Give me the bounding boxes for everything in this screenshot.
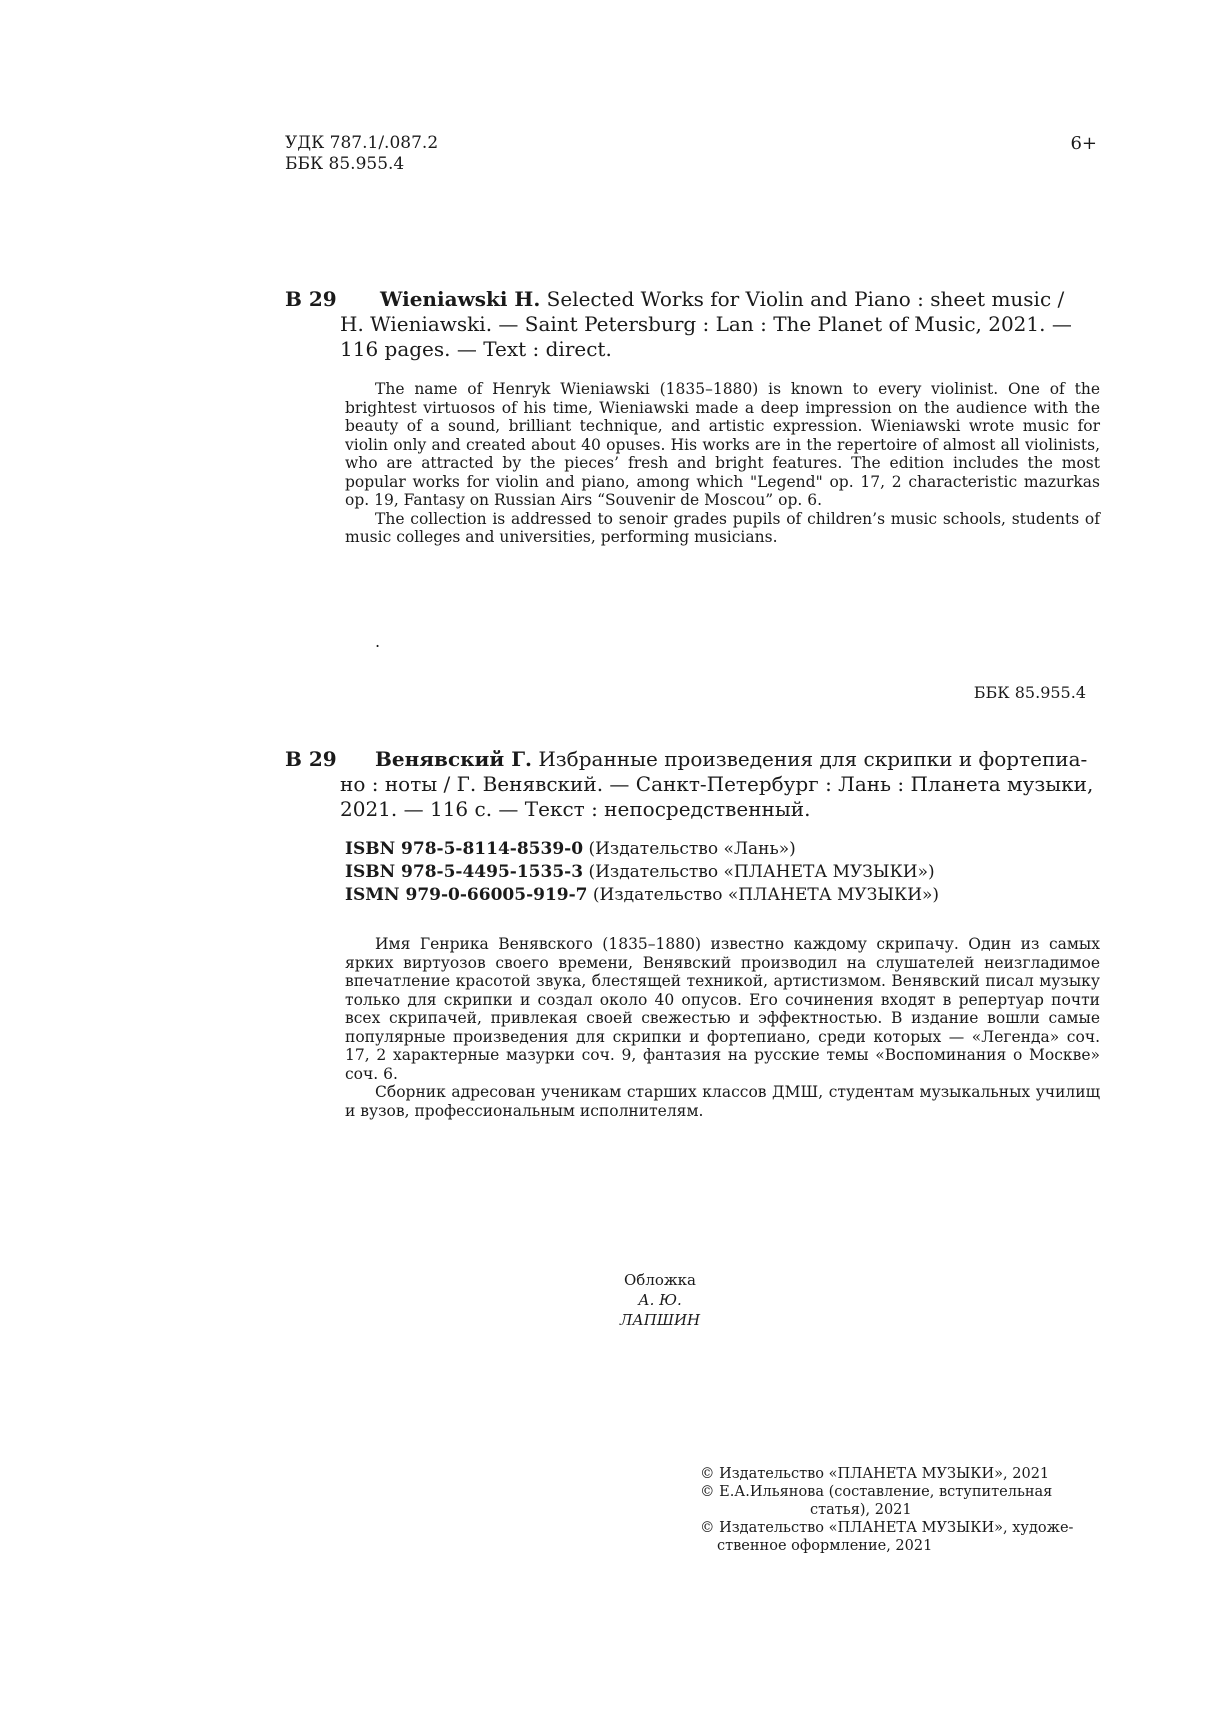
copyright-line: © Е.А.Ильянова (составление, вступительная bbox=[700, 1484, 1053, 1500]
copyright-line-continued: ственное оформление, 2021 bbox=[717, 1538, 933, 1554]
bbk-code-right: ББК 85.955.4 bbox=[973, 683, 1086, 702]
copyright-line-continued: статья), 2021 bbox=[810, 1502, 912, 1518]
isbn-publisher: (Издательство «ПЛАНЕТА МУЗЫКИ») bbox=[583, 862, 935, 882]
udk-code: УДК 787.1/.087.2 bbox=[285, 133, 439, 153]
author-mark-ru: В 29 bbox=[285, 747, 337, 771]
classification-block bbox=[285, 133, 438, 175]
copyright-line: © Издательство «ПЛАНЕТА МУЗЫКИ», 2021 bbox=[700, 1466, 1050, 1482]
entry-title-line1-ru bbox=[340, 747, 1100, 772]
title-rest-en: Selected Works for Violin and Piano : sheet music / bbox=[540, 287, 1065, 311]
copyright-line: © Издательство «ПЛАНЕТА МУЗЫКИ», художе- bbox=[700, 1520, 1074, 1536]
isbn-list bbox=[345, 838, 939, 907]
isbn-number: ISBN 978-5-4495-1535-3 bbox=[345, 862, 584, 882]
annotation-ru bbox=[345, 935, 1100, 1120]
isbn-line bbox=[345, 861, 939, 884]
isbn-number: ISBN 978-5-8114-8539-0 bbox=[345, 839, 584, 859]
age-rating: 6+ bbox=[1070, 133, 1097, 154]
annotation-en-para1: The name of Henryk Wieniawski (1835–1880) is known to every violinist. One of the brightest virtuosos of his time, Wieniawski made a deep impression on the audience with the beauty of a sound, brilliant technique, and artistic expression. Wieniawski wrote music for violin only and created about 40 opuses. His works are in the repertoire of almost all violinists, who are attracted by the pieces’ fresh and bright features. The edition includes the most popular works for violin and piano, among which "Legend" op. 17, 2 characteristic mazurkas op. 19, Fantasy on Russian Airs “Souvenir de Moscou” op. 6. bbox=[345, 380, 1100, 509]
bibliographic-entry-ru bbox=[340, 747, 1100, 822]
bbk-code: ББК 85.955.4 bbox=[285, 154, 405, 174]
bibliographic-entry-en bbox=[340, 287, 1100, 362]
isbn-line bbox=[345, 838, 939, 861]
copyright-block bbox=[700, 1465, 1073, 1555]
author-name-en: Wieniawski H. bbox=[380, 287, 541, 311]
ismn-publisher: (Издательство «ПЛАНЕТА МУЗЫКИ») bbox=[587, 885, 940, 905]
title-rest-ru: Избранные произведения для скрипки и фортепиа- bbox=[531, 747, 1088, 771]
ismn-number: ISMN 979-0-66005-919-7 bbox=[345, 885, 588, 905]
annotation-en-para2: The collection is addressed to senoir grades pupils of children’s music schools, students of music colleges and universities, performing musicians. bbox=[345, 509, 1100, 546]
entry-title-line1-en bbox=[340, 287, 1100, 312]
annotation-ru-para2: Сборник адресован ученикам старших классов ДМШ, студентам музыкальных училищ и вузов, профессиональным исполнителям. bbox=[345, 1083, 1100, 1120]
ismn-line bbox=[345, 884, 939, 907]
annotation-ru-para1: Имя Генрика Венявского (1835–1880) известно каждому скрипачу. Один из самых ярких виртуозов своего времени, Венявский производил на слушателей неизгладимое впечатление красотой звука, блестящей техникой, артистизмом. Венявский писал музыку только для скрипки и создал около 40 опусов. Его сочинения входят в репертуар почти всех скрипачей, привлекая своей свежестью и эффектностью. В издание вошли самые популярные произведения для скрипки и фортепиано, среди которых — «Легенда» соч. 17, 2 характерные мазурки соч. 9, фантазия на русские темы «Воспоминания о Москве» соч. 6. bbox=[345, 935, 1100, 1083]
isbn-publisher: (Издательство «Лань») bbox=[583, 839, 796, 859]
entry-title-line3-ru: 2021. — 116 с. — Текст : непосредственный. bbox=[340, 797, 811, 821]
author-name-ru: Венявский Г. bbox=[375, 747, 532, 771]
author-mark-en: В 29 bbox=[285, 287, 337, 311]
cover-label: Обложка bbox=[623, 1271, 696, 1289]
cover-designer: А. Ю. ЛАПШИН bbox=[619, 1291, 701, 1329]
cover-credit bbox=[600, 1270, 720, 1330]
entry-title-line2-ru: но : ноты / Г. Венявский. — Санкт-Петербург : Лань : Планета музыки, bbox=[340, 772, 1094, 796]
entry-title-line2-en: H. Wieniawski. — Saint Petersburg : Lan : The Planet of Music, 2021. — bbox=[340, 312, 1072, 336]
entry-title-line3-en: 116 pages. — Text : direct. bbox=[340, 337, 612, 361]
annotation-en bbox=[345, 380, 1100, 547]
stray-dot: . bbox=[375, 632, 381, 651]
